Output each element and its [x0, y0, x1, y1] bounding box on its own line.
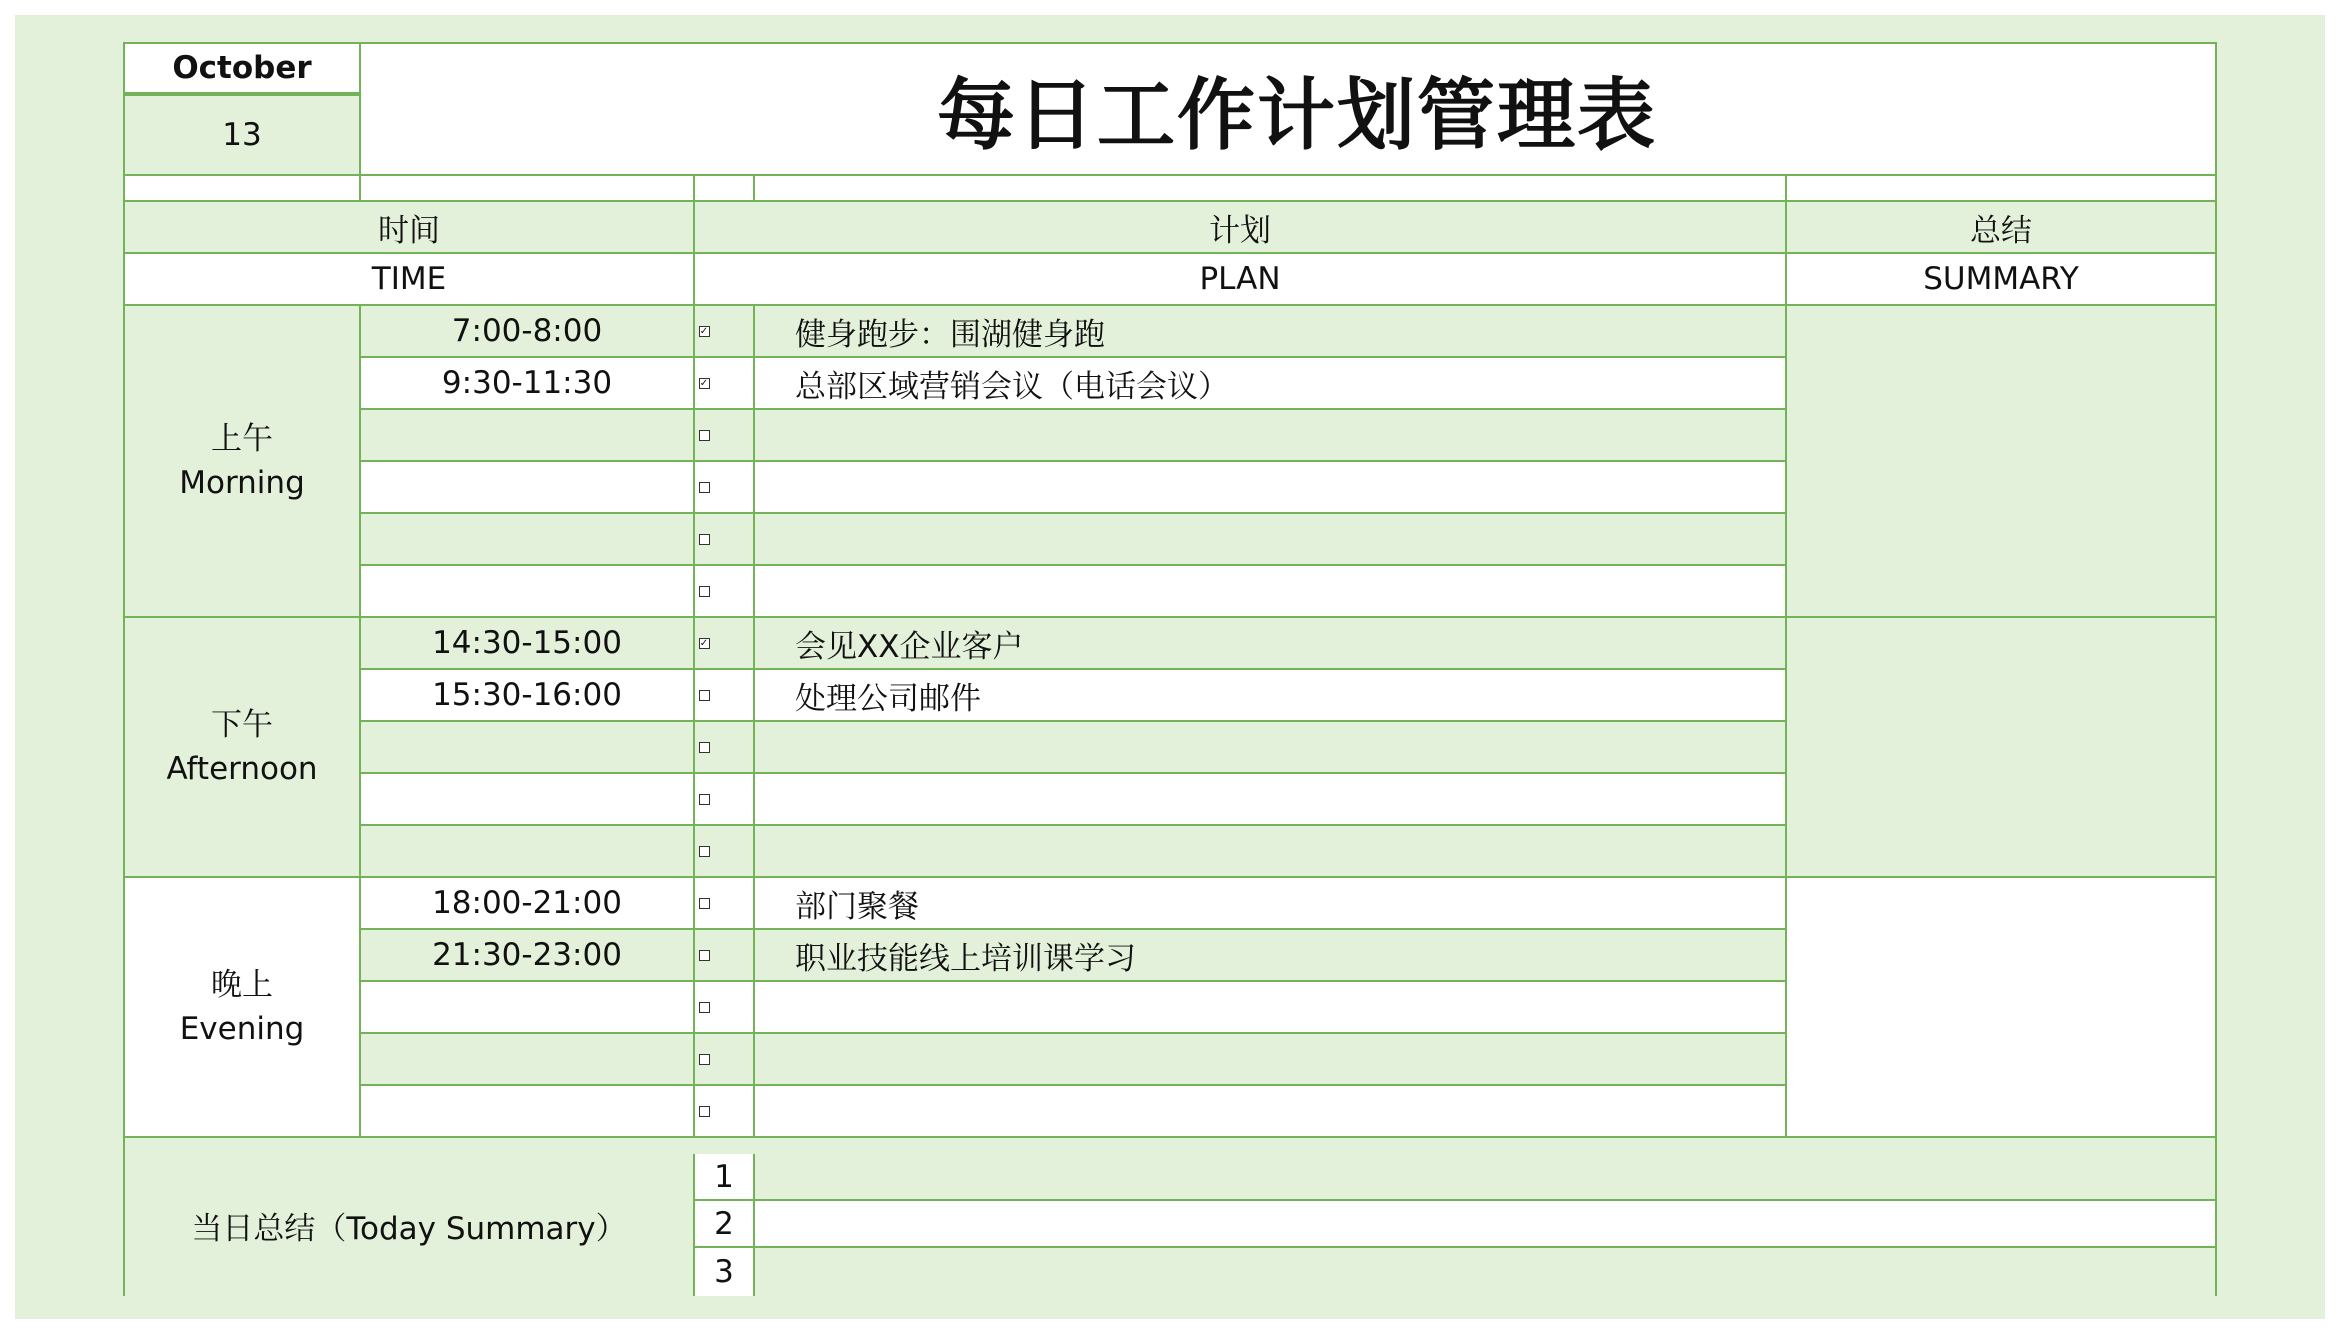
- day-number[interactable]: 13: [125, 96, 361, 176]
- plan-cell[interactable]: 部门聚餐: [755, 878, 1787, 930]
- check-cell[interactable]: [695, 774, 755, 826]
- column-header-time-en: TIME: [125, 254, 695, 306]
- time-cell[interactable]: [361, 774, 695, 826]
- checkbox-icon[interactable]: [699, 690, 710, 701]
- checkbox-icon[interactable]: [699, 1106, 710, 1117]
- checked-checkbox-icon[interactable]: [699, 378, 710, 389]
- summary-item-number: 3: [695, 1248, 755, 1296]
- check-cell[interactable]: [695, 878, 755, 930]
- page-title[interactable]: 每日工作计划管理表: [361, 44, 2215, 176]
- check-cell[interactable]: [695, 514, 755, 566]
- time-cell[interactable]: [361, 514, 695, 566]
- plan-cell[interactable]: 总部区域营销会议（电话会议）: [755, 358, 1787, 410]
- checkbox-icon[interactable]: [699, 742, 710, 753]
- time-cell[interactable]: [361, 566, 695, 618]
- plan-cell[interactable]: [755, 826, 1787, 878]
- summary-cell-morning[interactable]: [1787, 306, 2215, 618]
- checked-checkbox-icon[interactable]: [699, 638, 710, 649]
- spacer-cell: [1787, 176, 2215, 202]
- time-cell[interactable]: 15:30-16:00: [361, 670, 695, 722]
- period-name-en: Evening: [179, 1011, 305, 1047]
- plan-cell[interactable]: 会见XX企业客户: [755, 618, 1787, 670]
- today-summary-label: 当日总结（Today Summary）: [125, 1154, 695, 1296]
- check-cell[interactable]: [695, 1086, 755, 1138]
- plan-cell[interactable]: 处理公司邮件: [755, 670, 1787, 722]
- plan-cell[interactable]: 健身跑步：围湖健身跑: [755, 306, 1787, 358]
- column-header-time-cn: 时间: [125, 202, 695, 254]
- check-cell[interactable]: [695, 982, 755, 1034]
- check-cell[interactable]: [695, 1034, 755, 1086]
- summary-item-text[interactable]: [755, 1154, 2215, 1201]
- period-label-afternoon: [125, 618, 361, 878]
- period-name-en: Morning: [179, 465, 305, 501]
- summary-item-number: 1: [695, 1154, 755, 1201]
- checkbox-icon[interactable]: [699, 846, 710, 857]
- checkbox-icon[interactable]: [699, 1054, 710, 1065]
- check-cell[interactable]: [695, 306, 755, 358]
- check-cell[interactable]: [695, 462, 755, 514]
- period-label-morning: [125, 306, 361, 618]
- time-cell[interactable]: [361, 462, 695, 514]
- time-cell[interactable]: [361, 826, 695, 878]
- time-cell[interactable]: 14:30-15:00: [361, 618, 695, 670]
- spacer-cell: [361, 176, 695, 202]
- time-cell[interactable]: [361, 1034, 695, 1086]
- plan-cell[interactable]: [755, 410, 1787, 462]
- plan-cell[interactable]: [755, 774, 1787, 826]
- checkbox-icon[interactable]: [699, 482, 710, 493]
- check-cell[interactable]: [695, 826, 755, 878]
- plan-cell[interactable]: [755, 982, 1787, 1034]
- plan-cell[interactable]: [755, 462, 1787, 514]
- checked-checkbox-icon[interactable]: [699, 326, 710, 337]
- check-cell[interactable]: [695, 618, 755, 670]
- time-cell[interactable]: [361, 982, 695, 1034]
- spacer-cell: [695, 176, 755, 202]
- time-cell[interactable]: 18:00-21:00: [361, 878, 695, 930]
- check-cell[interactable]: [695, 722, 755, 774]
- column-header-plan-cn: 计划: [695, 202, 1787, 254]
- period-name-en: Afternoon: [166, 751, 318, 787]
- summary-item-text[interactable]: [755, 1248, 2215, 1296]
- time-cell[interactable]: 9:30-11:30: [361, 358, 695, 410]
- checkbox-icon[interactable]: [699, 586, 710, 597]
- plan-cell[interactable]: 职业技能线上培训课学习: [755, 930, 1787, 982]
- plan-cell[interactable]: [755, 722, 1787, 774]
- summary-item-number: 2: [695, 1201, 755, 1248]
- summary-cell-evening[interactable]: [1787, 878, 2215, 1138]
- time-cell[interactable]: [361, 722, 695, 774]
- period-label-evening: [125, 878, 361, 1138]
- check-cell[interactable]: [695, 358, 755, 410]
- time-cell[interactable]: [361, 1086, 695, 1138]
- check-cell[interactable]: [695, 930, 755, 982]
- period-name-cn: 晚上: [211, 967, 273, 1003]
- column-header-plan-en: PLAN: [695, 254, 1787, 306]
- checkbox-icon[interactable]: [699, 898, 710, 909]
- spacer-cell: [755, 176, 1787, 202]
- check-cell[interactable]: [695, 566, 755, 618]
- checkbox-icon[interactable]: [699, 430, 710, 441]
- checkbox-icon[interactable]: [699, 794, 710, 805]
- column-header-summary-cn: 总结: [1787, 202, 2215, 254]
- check-cell[interactable]: [695, 410, 755, 462]
- checkbox-icon[interactable]: [699, 950, 710, 961]
- check-cell[interactable]: [695, 670, 755, 722]
- checkbox-icon[interactable]: [699, 1002, 710, 1013]
- plan-cell[interactable]: [755, 1034, 1787, 1086]
- plan-cell[interactable]: [755, 1086, 1787, 1138]
- page-background: [15, 15, 2325, 1319]
- time-cell[interactable]: [361, 410, 695, 462]
- time-cell[interactable]: 21:30-23:00: [361, 930, 695, 982]
- month-label[interactable]: October: [125, 44, 361, 96]
- summary-cell-afternoon[interactable]: [1787, 618, 2215, 878]
- spacer-cell: [125, 176, 361, 202]
- plan-cell[interactable]: [755, 514, 1787, 566]
- daily-plan-sheet: [123, 42, 2217, 1296]
- time-cell[interactable]: 7:00-8:00: [361, 306, 695, 358]
- period-name-cn: 下午: [211, 707, 273, 743]
- checkbox-icon[interactable]: [699, 534, 710, 545]
- plan-cell[interactable]: [755, 566, 1787, 618]
- column-header-summary-en: SUMMARY: [1787, 254, 2215, 306]
- period-name-cn: 上午: [211, 421, 273, 457]
- summary-item-text[interactable]: [755, 1201, 2215, 1248]
